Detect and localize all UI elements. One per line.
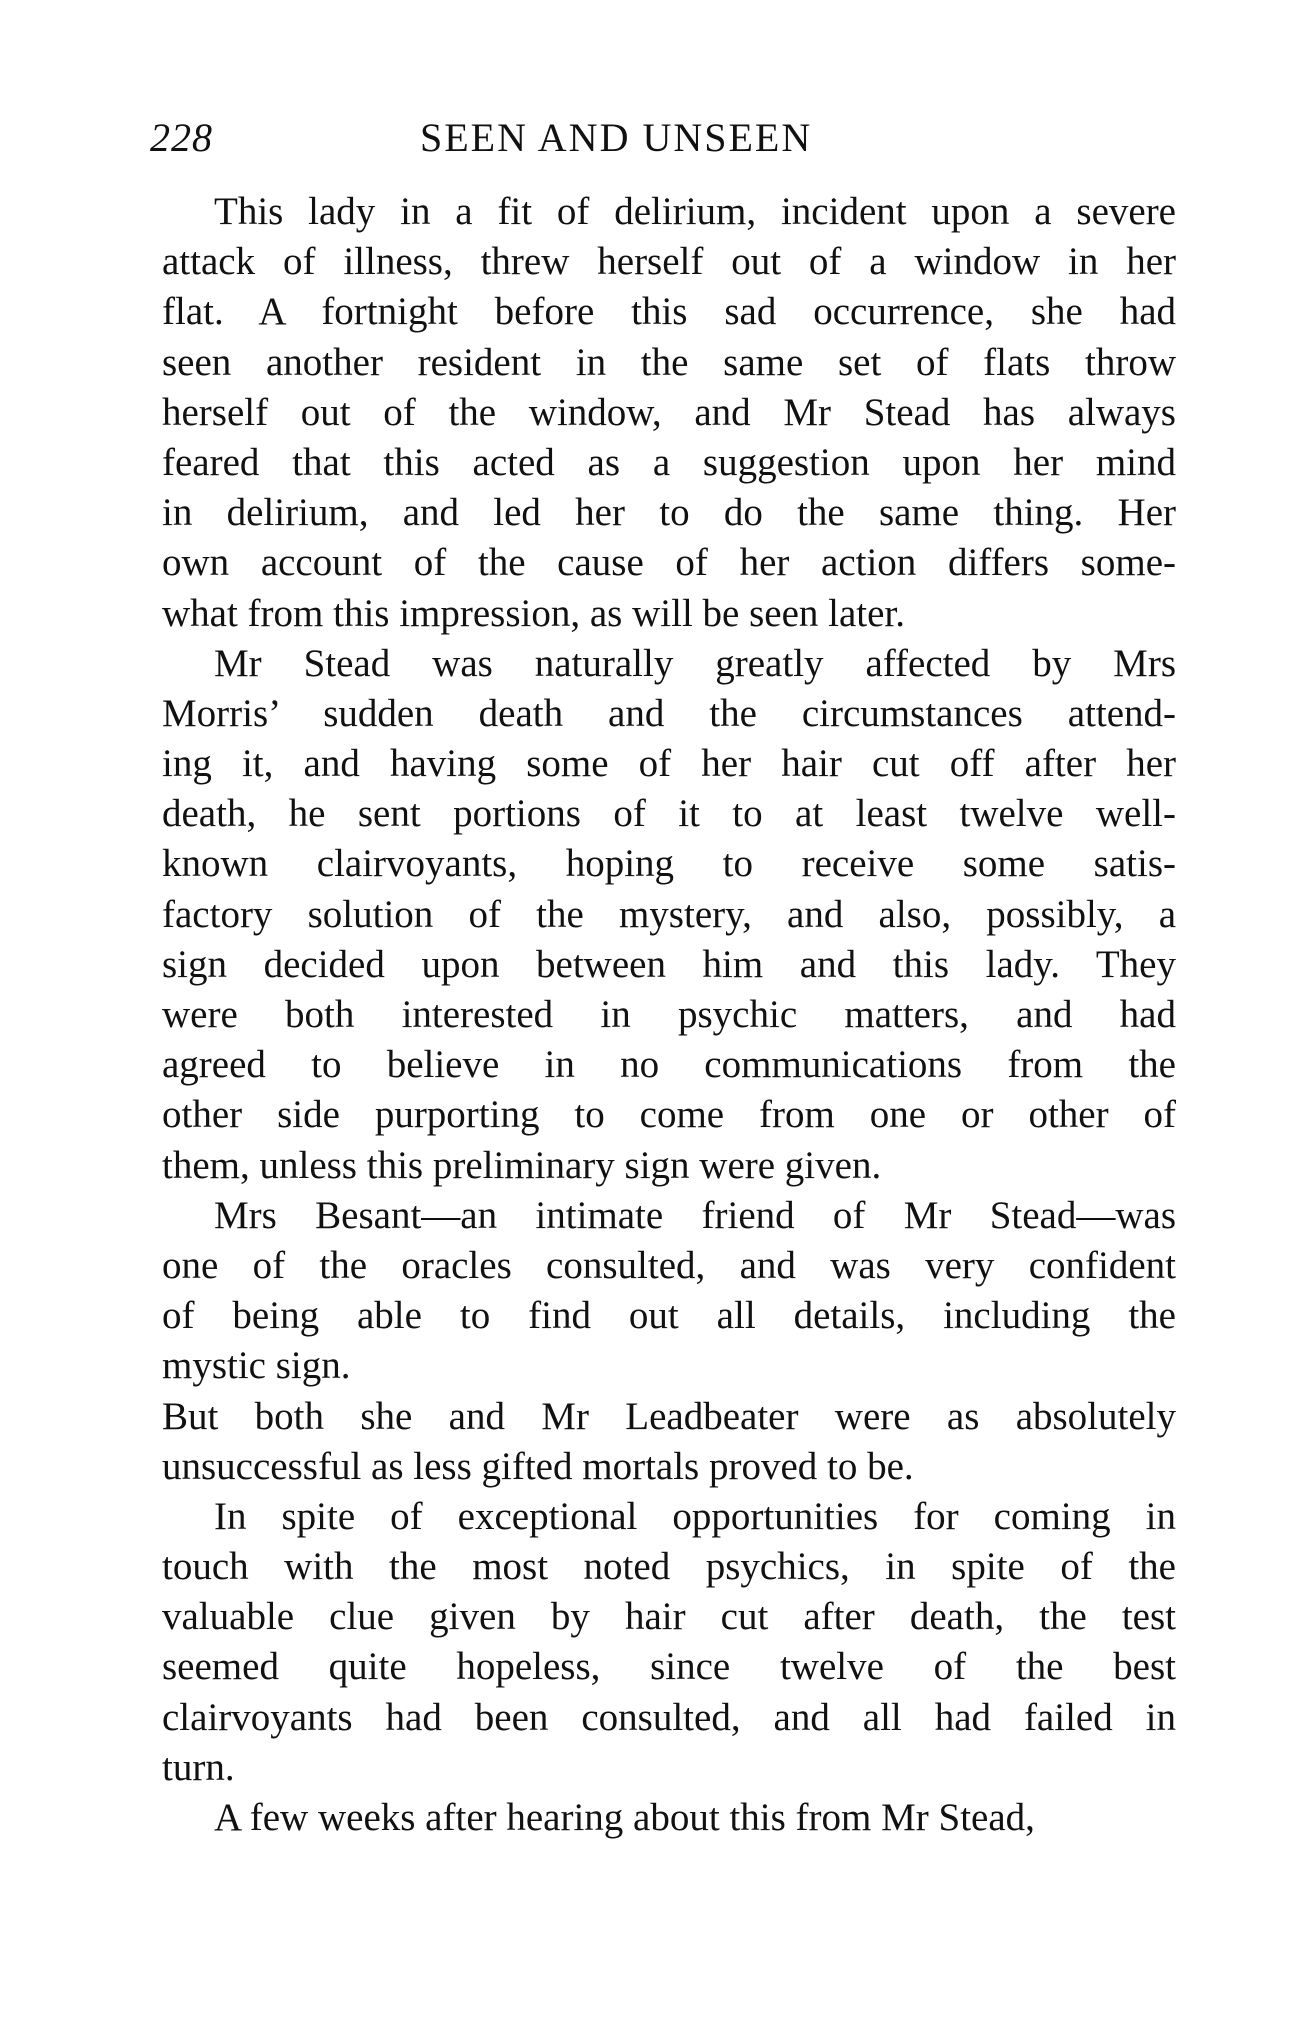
text-line: known clairvoyants, hoping to receive some satis- — [162, 842, 1176, 886]
text-line: in delirium, and led her to do the same thing. Her — [162, 491, 1176, 535]
text-line: This lady in a fit of delirium, incident upon a severe — [214, 190, 1176, 233]
text-line: Morris’ sudden death and the circumstances attend- — [162, 691, 1176, 735]
text-line: own account of the cause of her action differs some- — [162, 541, 1176, 585]
text-line: In spite of exceptional opportunities for coming in — [214, 1494, 1176, 1538]
text-line: death, he sent portions of it to at least twelve well- — [162, 792, 1176, 836]
text-line: sign decided upon between him and this lady. They — [162, 942, 1176, 986]
text-line: feared that this acted as a suggestion upon her mind — [162, 440, 1176, 484]
text-line: factory solution of the mystery, and also, possibly, a — [162, 892, 1176, 936]
text-line: touch with the most noted psychics, in spite of the — [162, 1545, 1176, 1589]
text-line: ing it, and having some of her hair cut off after her — [162, 742, 1176, 786]
text-line: of being able to find out all details, including the — [162, 1294, 1176, 1338]
text-line: Mr Stead was naturally greatly affected by Mrs — [214, 641, 1176, 685]
text-line: Mrs Besant—an intimate friend of Mr Stead—was — [214, 1193, 1176, 1237]
text-line: herself out of the window, and Mr Stead has always — [162, 390, 1176, 434]
text-line: flat. A fortnight before this sad occurrence, she had — [162, 290, 1176, 334]
text-line: But both she and Mr Leadbeater were as absolutely — [162, 1394, 1176, 1438]
running-title: SEEN AND UNSEEN — [420, 115, 813, 160]
body-text — [162, 187, 1176, 1843]
text-line: them, unless this preliminary sign were given. — [162, 1143, 882, 1187]
text-line: turn. — [162, 1745, 235, 1789]
text-line: unsuccessful as less gifted mortals proved to be. — [162, 1444, 914, 1488]
text-line: attack of illness, threw herself out of a window in her — [162, 240, 1176, 284]
running-head — [150, 108, 1170, 168]
text-line: one of the oracles consulted, and was very confident — [162, 1243, 1176, 1287]
text-line: mystic sign. — [162, 1344, 351, 1388]
text-line: clairvoyants had been consulted, and all had failed in — [162, 1695, 1176, 1739]
text-line: seen another resident in the same set of flats throw — [162, 340, 1176, 384]
text-line: what from this impression, as will be seen later. — [162, 591, 906, 635]
text-line: A few weeks after hearing about this from Mr Stead, — [214, 1796, 1035, 1839]
text-line: agreed to believe in no communications from the — [162, 1043, 1176, 1087]
text-line: seemed quite hopeless, since twelve of the best — [162, 1645, 1176, 1689]
text-line: valuable clue given by hair cut after death, the test — [162, 1595, 1176, 1639]
text-line: other side purporting to come from one or other of — [162, 1093, 1176, 1137]
text-line: were both interested in psychic matters, and had — [162, 993, 1176, 1036]
page-number: 228 — [150, 115, 213, 160]
